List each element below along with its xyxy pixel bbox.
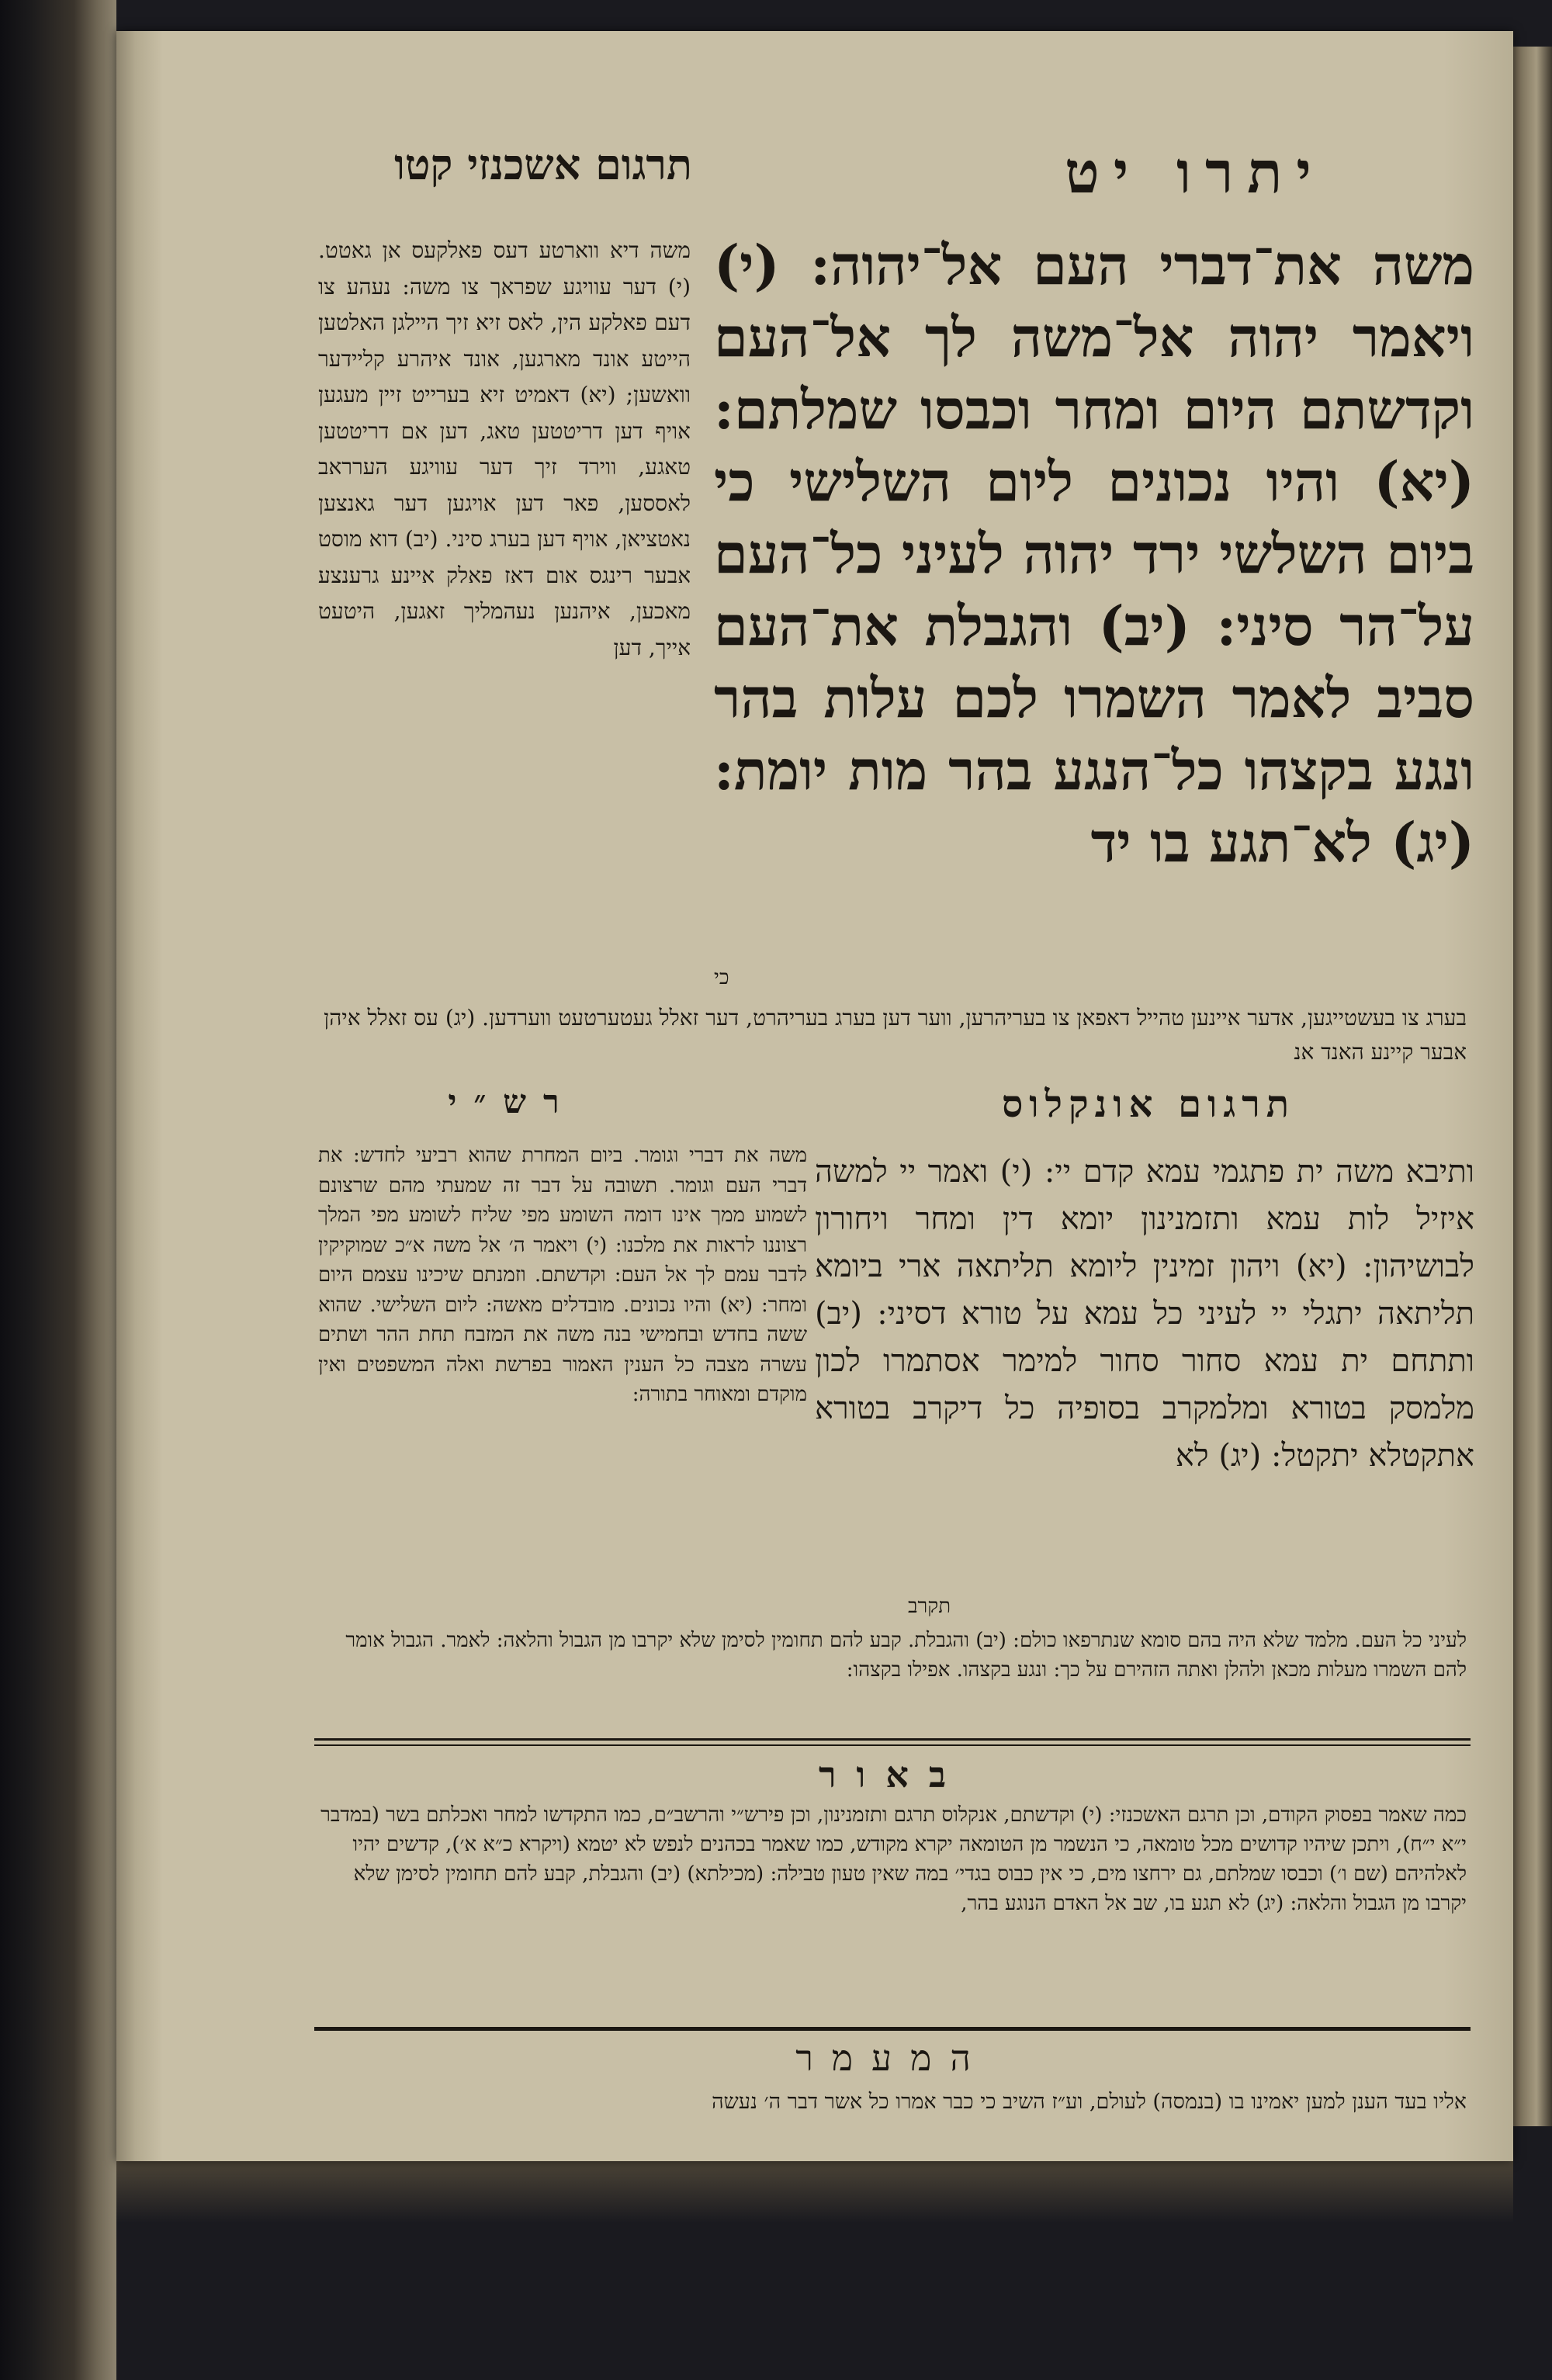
section-divider	[314, 1738, 1471, 1741]
onkelos-catchword: תקרב	[908, 1595, 951, 1618]
hamemar-text: אליו בעד הענן למען יאמינו בו (בנמסה) לעולם, וע״ז השיב כי כבר אמרו כל אשר דבר ה׳ נעשה	[712, 2090, 1467, 2114]
onkelos-text: ותיבא משה ית פתגמי עמא קדם יי: (י) ואמר יי למשה איזיל לות עמא ותזמנינון יומא דין ומחר ויחורון לבושיהון: (יא) ויהון זמינין ליומא תליתאה ארי ביומא תליתאה יתגלי יי לעיני כל עמא על טורא דסיני: (יב) ותתחם ית עמא סחור סחור למימר אסתמרו לכון מלמסק בטורא ומלמקרב בסופיה כל דיקרב בטורא אתקטלא יתקטל: (יג) לא	[815, 1154, 1474, 1474]
onkelos-title: תרגום אונקלוס	[1001, 1083, 1296, 1126]
hamemar-title: המעמר	[795, 2037, 989, 2079]
book-binding-edge	[0, 0, 116, 2380]
main-text-body: משה את־דברי העם אל־יהוה: (י) ויאמר יהוה אל־משה לך אל־העם וקדשתם היום ומחר וכבסו שמלתם: (יא) והיו נכונים ליום השלישי כי ביום השלשי ירד יהוה לעיני כל־העם על־הר סיני: (יב) והגבלת את־העם סביב לאמר השמרו לכם עלות בהר ונגע בקצהו כל־הנגע בהר מות יומת: (יג) לא־תגע בו יד	[714, 233, 1474, 875]
ashkenazi-translation-title: תרגום אשכנזי קטו	[394, 140, 692, 189]
ashkenazi-translation-column	[318, 233, 691, 666]
biur-text: כמה שאמר בפסוק הקודם, וכן תרגם האשכנזי: (י) וקדשתם, אנקלוס תרגם ותזמנינון, וכן פירש״י והרשב״ם, כמו התקדשו למחר ואכלתם בשר (במדבר י״א י״ח), ויתכן שיהיו קדושים מכל טומאה, כי הנשמר מן הטומאה יקרא מקודש, כמו שאמר בכהנים לנפש לא יטמא (ויקרא כ״א א׳), קדשים יהיו לאלהיהם (שם ו׳) וכבסו שמלתם, גם ירחצו מים, כי אין כבוס בגדי׳ במה שאין טעון טבילה: (מכילתא) (יב) והגבלת, קבע להם תחומין לסימן שלא יקרבו מן הגבול והלאה: (יג) לא תגע בו, שב אל האדם הנוגע בהר,	[320, 1803, 1467, 1915]
hamemar-divider	[314, 2027, 1471, 2031]
rashi-text: משה את דברי וגומר. ביום המחרת שהוא רביעי לחדש: את דברי העם וגומר. תשובה על דבר זה שמעתי מהם שרצונם לשמוע ממך אינו דומה השומע מפי שליח לשומע מפי המלך רצוננו לראות את מלכנו: (י) ויאמר ה׳ אל משה א״כ שמוקיקין לדבר עמם לך אל העם: וקדשתם. וזמנתם שיכינו עצמם היום ומחר: (יא) והיו נכונים. מובדלים מאשה: ליום השלישי. שהוא ששה בחדש ובחמישי בנה משה את המזבח תחת ההר ושתים עשרה מצבה כל הענין האמור בפרשת ואלה המשפטים ואין מוקדם ומאוחר בתורה:	[318, 1144, 807, 1406]
biur-commentary	[318, 1800, 1467, 1918]
rashi-column	[318, 1141, 807, 1410]
main-catchword: כי	[714, 966, 729, 989]
main-torah-text	[714, 229, 1474, 878]
ashkenazi-text: משה דיא ווארטע דעס פאלקעס אן גאטט. (י) דער עוויגע שפראך צו משה: נעהע צו דעם פאלקע הין, לאס זיא זיך היילגן האלטען הייטע אונד מארגען, אונד איהרע קליידער וואשען; (יא) דאמיט זיא בערייט זיין מעגען אויף דען דריטטען טאג, דען אם דריטטען טאגע, ווירד זיך דער עוויגע הערראב לאססען, פאר דען אויגען דער גאנצען נאטציאן, אויף דען בערג סיני. (יב) דוא מוסט אבער רינגס אום דאז פאלק איינע גרענצע מאכען, איהנען נעהמליך זאגען, היטעט אייך, דען	[318, 237, 691, 660]
onkelos-column	[815, 1148, 1474, 1480]
hamemar-commentary	[318, 2087, 1467, 2117]
page-shadow	[116, 2161, 1513, 2380]
section-divider-double	[314, 1744, 1471, 1746]
ashkenazi-translation-continuation	[318, 1001, 1467, 1069]
rashi-wide-text: לעיני כל העם. מלמד שלא היה בהם סומא שנתרפאו כולם: (יב) והגבלת. קבע להם תחומין לסימן שלא יקרבו מן הגבול והלאה: לאמר. הגבול אומר להם השמרו מעלות מכאן ולהלן ואתה הזהירם על כך: ונגע בקצהו. אפילו בקצהו:	[345, 1629, 1467, 1682]
next-page-edge	[1513, 47, 1552, 2126]
biur-title: באור	[818, 1754, 967, 1796]
rashi-continuation	[318, 1626, 1467, 1685]
rashi-title: רש״י	[448, 1083, 577, 1121]
ashkenazi-wide-text: בערג צו בעשטייגען, אדער איינען טהייל דאפאן צו בעריהרען, ווער דען בערג בעריהרט, דער זאלל געטערטעט ווערדען. (יג) עס זאלל איהן אבער קיינע האנד אנ	[324, 1005, 1467, 1065]
running-title: יתרו יט	[1065, 140, 1325, 206]
